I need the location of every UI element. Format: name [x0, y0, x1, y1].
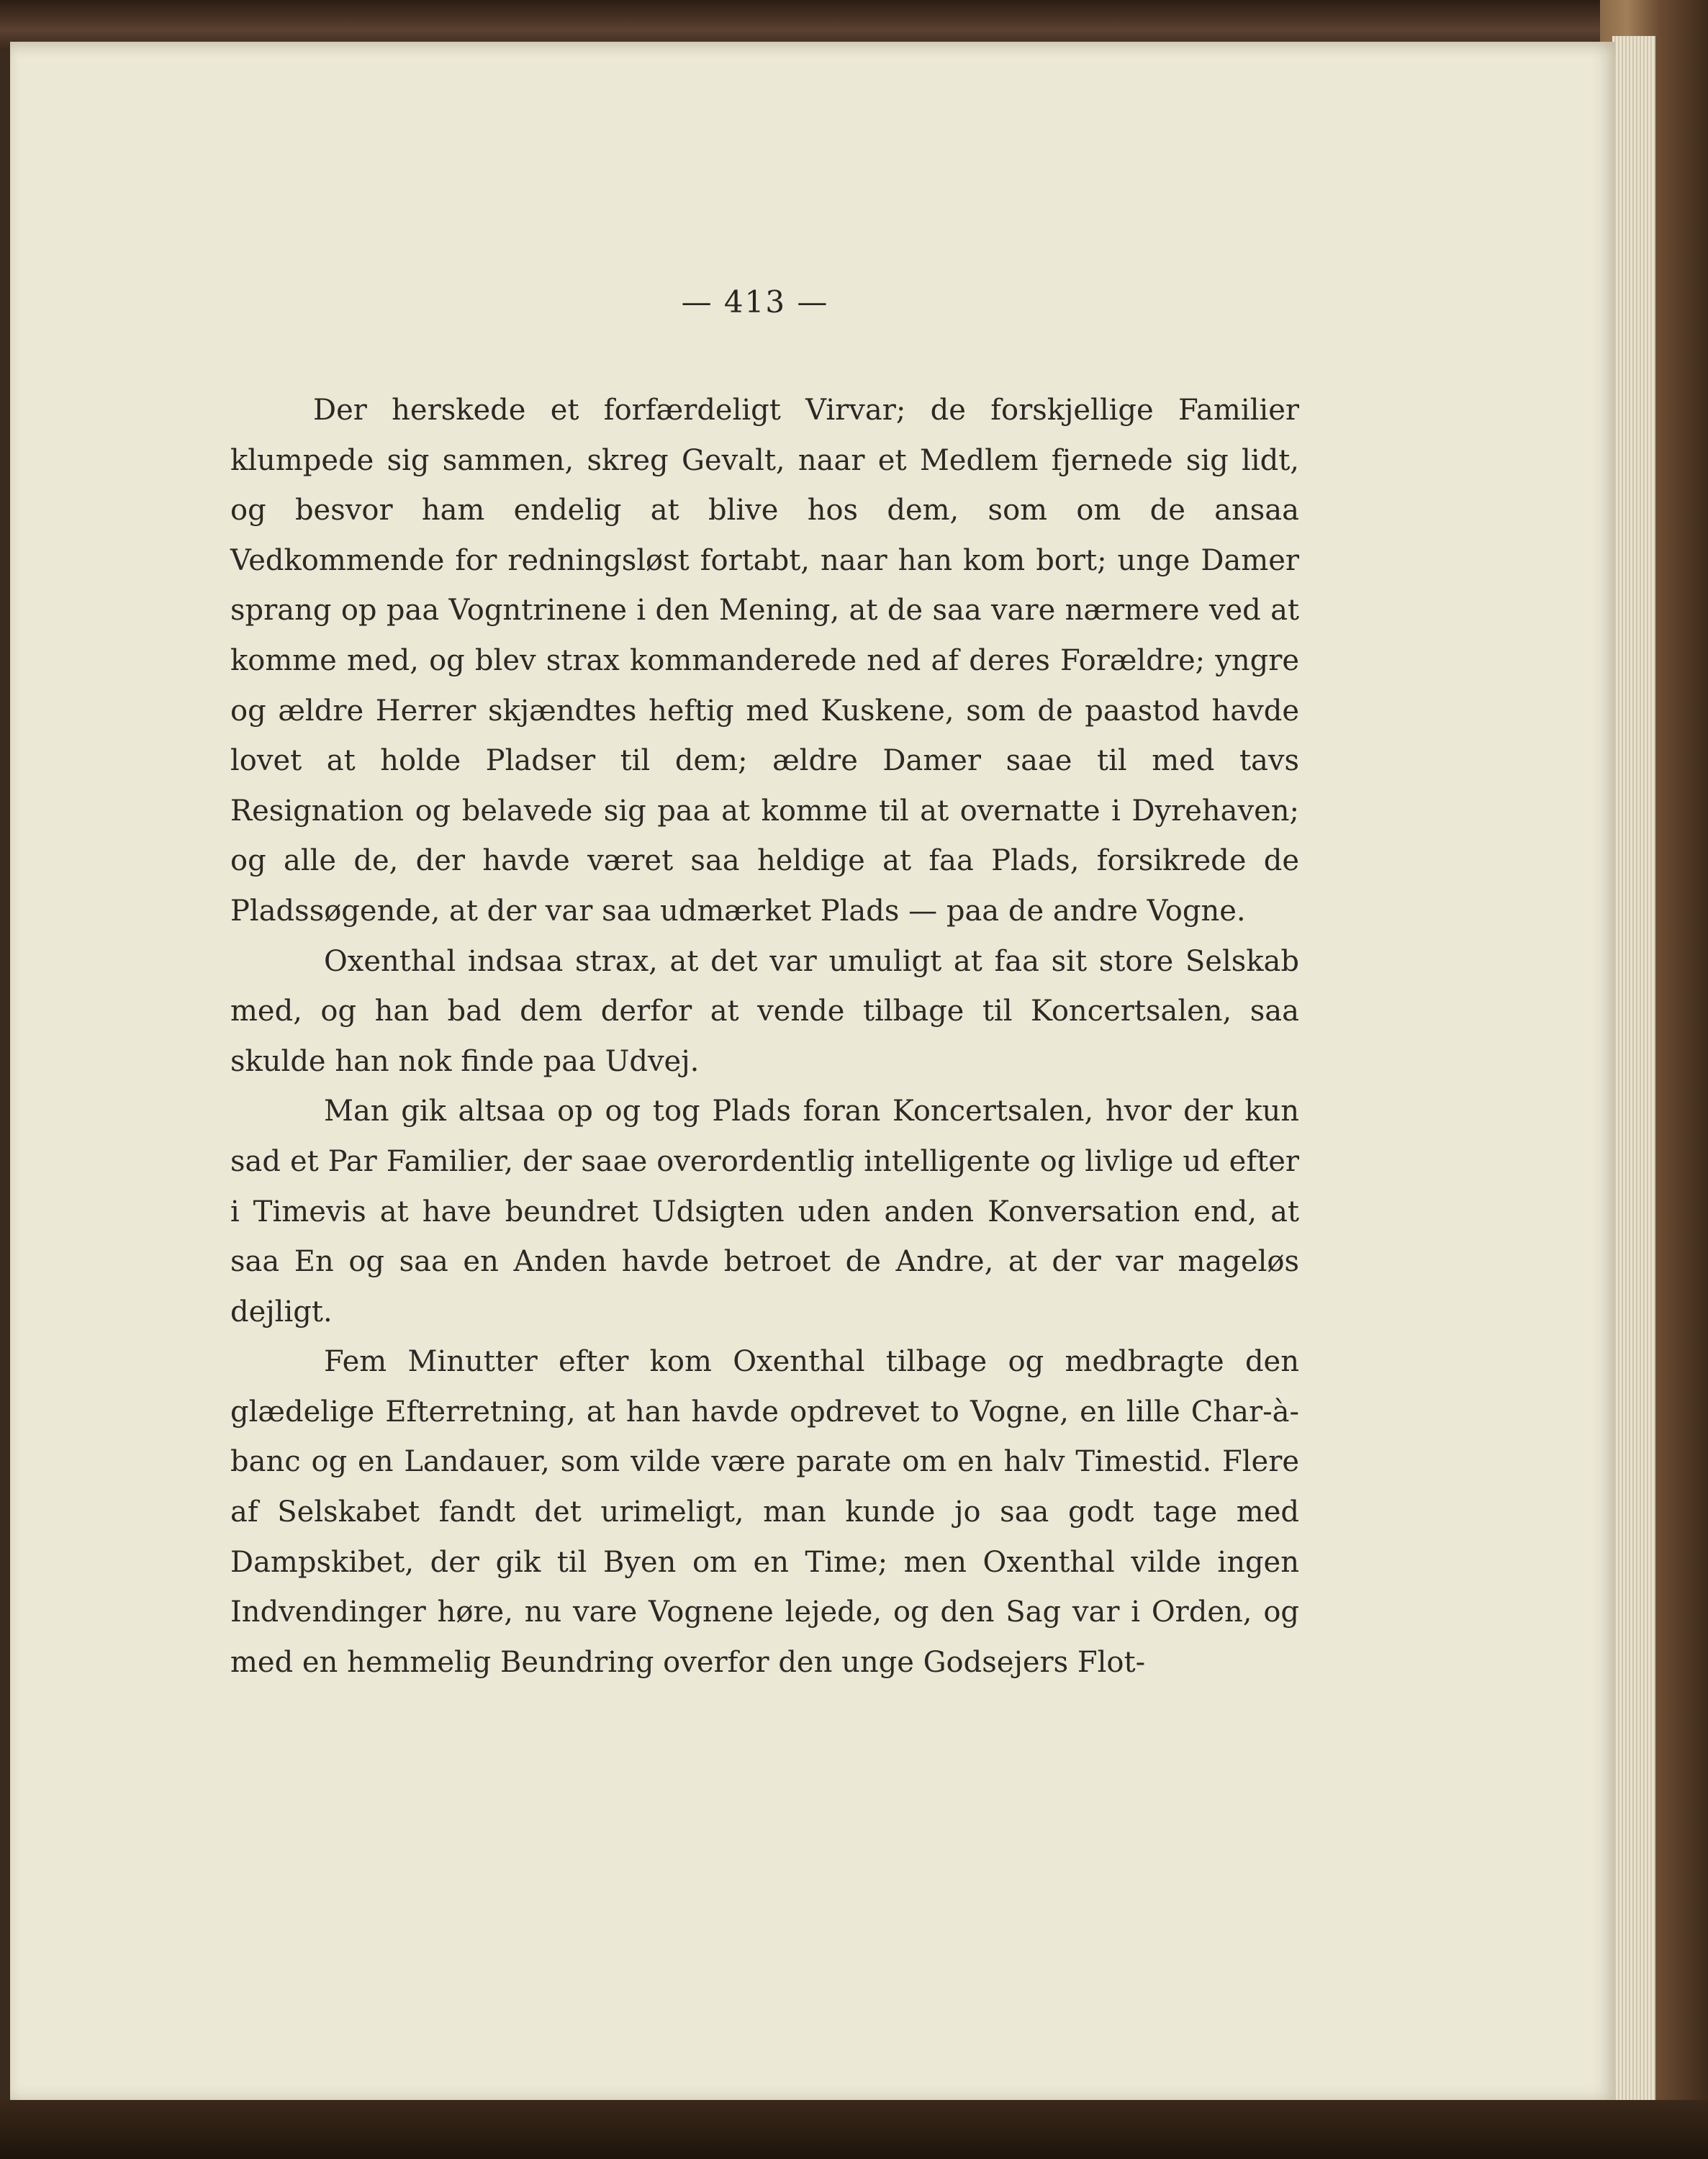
- book-page: [10, 42, 1615, 2100]
- paragraph: Fem Minutter efter kom Oxenthal tilbage og medbragte den glædelige Efterretning, at han havde opdrevet to Vogne, en lille Char-à-banc og en Landauer, som vilde være parate om en halv Timestid. Flere af Selskabet fandt det urimeligt, man kunde jo saa godt tage med Dampskibet, der gik til Byen om en Time; men Oxenthal vilde ingen Indvendinger høre, nu vare Vognene lejede, og den Sag var i Orden, og med en hemmelig Beundring overfor den unge Godsejers Flot-: [230, 1345, 1299, 1679]
- page-stack-edge: [1612, 36, 1655, 2101]
- paragraph: Der herskede et forfærdeligt Virvar; de forskjellige Familier klumpede sig sammen, skreg Gevalt, naar et Medlem fjernede sig lidt, og besvor ham endelig at blive hos dem, som om de ansaa Vedkommende for redningsløst fortabt, naar han kom bort; unge Damer sprang op paa Vogntrinene i den Mening, at de saa vare nærmere ved at komme med, og blev strax kommanderede ned af deres Forældre; yngre og ældre Herrer skjændtes heftig med Kuskene, som de paastod havde lovet at holde Pladser til dem; ældre Damer saae til med tavs Resignation og belavede sig paa at komme til at overnatte i Dyrehaven; og alle de, der havde været saa heldige at faa Plads, forsikrede de Pladssøgende, at der var saa udmærket Plads — paa de andre Vogne.: [230, 394, 1299, 928]
- body-text: [230, 386, 1299, 1688]
- paragraph: Oxenthal indsaa strax, at det var umuligt at faa sit store Selskab med, og han bad dem derfor at vende tilbage til Koncertsalen, saa skulde han nok finde paa Udvej.: [230, 944, 1299, 1078]
- book-bottom-edge: [0, 2100, 1708, 2159]
- page-number: — 413 —: [681, 284, 829, 320]
- paragraph: Man gik altsaa op og tog Plads foran Koncertsalen, hvor der kun sad et Par Familier, der saae overordentlig intelligente og livlige ud efter i Timevis at have beundret Udsigten uden anden Konversation end, at saa En og saa en Anden havde betroet de Andre, at der var mageløs dejligt.: [230, 1095, 1299, 1329]
